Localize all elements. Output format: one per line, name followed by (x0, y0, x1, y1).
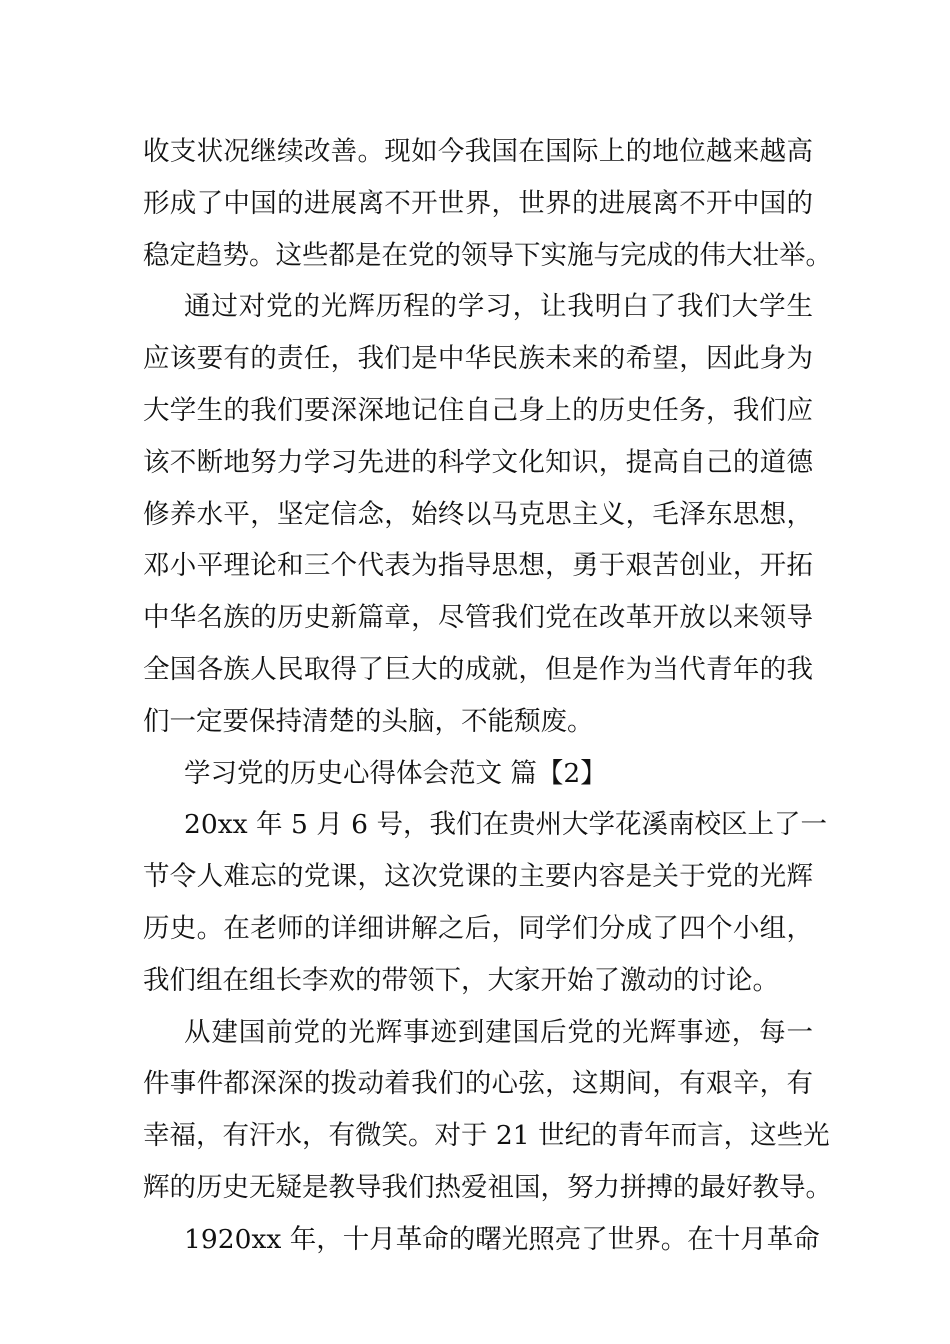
text-line: 收支状况继续改善。现如今我国在国际上的地位越来越高 (143, 136, 813, 167)
text-line: 全国各族人民取得了巨大的成就，但是作为当代青年的我 (143, 653, 813, 685)
text-line: 件事件都深深的拨动着我们的心弦，这期间，有艰辛，有 (143, 1068, 813, 1100)
text-line: 邓小平理论和三个代表为指导思想，勇于艰苦创业，开拓 (143, 550, 813, 582)
text-line: 应该要有的责任，我们是中华民族未来的希望，因此身为 (143, 343, 813, 375)
text-line: 幸福，有汗水，有微笑。对于 21 世纪的青年而言，这些光 (143, 1120, 830, 1152)
text-line: 大学生的我们要深深地记住自己身上的历史任务，我们应 (143, 394, 813, 426)
paragraph-start-line: 20xx 年 5 月 6 号，我们在贵州大学花溪南校区上了一 (184, 809, 827, 841)
text-line: 们一定要保持清楚的头脑，不能颓废。 (143, 705, 594, 737)
text-line: 中华名族的历史新篇章，尽管我们党在改革开放以来领导 (143, 602, 813, 634)
document-body (143, 126, 832, 1266)
text-line: 我们组在组长李欢的带领下，大家开始了激动的讨论。 (143, 964, 779, 996)
paragraph-start-line: 1920xx 年，十月革命的曙光照亮了世界。在十月革命 (184, 1223, 820, 1255)
paragraph-start-line: 从建国前党的光辉事迹到建国后党的光辉事迹，每一 (184, 1016, 813, 1048)
text-line: 辉的历史无疑是教导我们热爱祖国，努力拼搏的最好教导。 (143, 1171, 832, 1203)
text-line: 节令人难忘的党课，这次党课的主要内容是关于党的光辉 (143, 861, 813, 893)
text-line: 历史。在老师的详细讲解之后，同学们分成了四个小组， (143, 912, 813, 944)
text-line: 该不断地努力学习先进的科学文化知识，提高自己的道德 (143, 446, 813, 478)
text-line: 修养水平，坚定信念，始终以马克思主义，毛泽东思想， (143, 498, 813, 530)
section-heading: 学习党的历史心得体会范文 篇【2】 (184, 757, 607, 789)
paragraph-start-line: 通过对党的光辉历程的学习，让我明白了我们大学生 (184, 291, 813, 323)
text-line: 形成了中国的进展离不开世界，世界的进展离不开中国的 (143, 187, 813, 219)
text-line: 稳定趋势。这些都是在党的领导下实施与完成的伟大壮举。 (143, 239, 832, 271)
